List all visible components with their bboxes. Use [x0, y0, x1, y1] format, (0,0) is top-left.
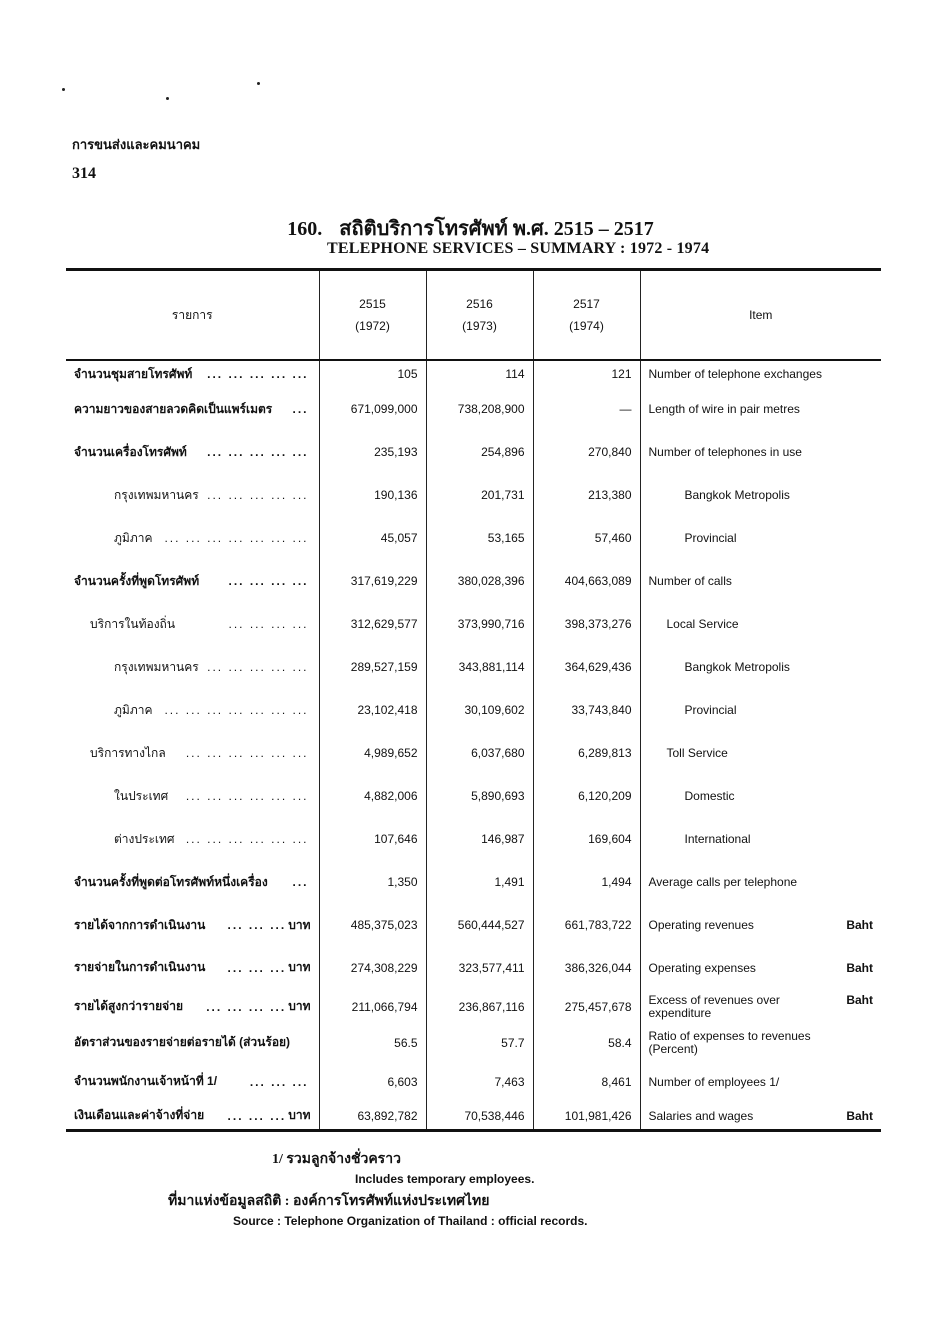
leader-dots: ... ... ... — [227, 1108, 287, 1123]
value-cell-year-2: 6,037,680 — [426, 732, 533, 775]
row-label-english — [640, 861, 881, 904]
table-row — [66, 646, 881, 689]
value-cell-year-2: 343,881,114 — [426, 646, 533, 689]
label-text: บริการทางไกล — [90, 745, 166, 760]
label-text: ภูมิภาค — [114, 530, 153, 545]
label-text-english: Local Service — [666, 617, 739, 631]
value-cell-year-3: 404,663,089 — [533, 560, 640, 603]
row-label-thai — [66, 360, 319, 388]
value-cell-year-3: 270,840 — [533, 431, 640, 474]
value-cell-year-2: 1,491 — [426, 861, 533, 904]
value-cell-year-3: 364,629,436 — [533, 646, 640, 689]
leader-dots: ... ... ... ... ... — [207, 660, 309, 674]
year-be: 2517 — [573, 296, 600, 311]
leader-dots: ... ... ... — [227, 918, 287, 932]
value-cell-year-2: 254,896 — [426, 431, 533, 474]
value-cell-year-2: 323,577,411 — [426, 947, 533, 989]
value-cell-year-1: 4,989,652 — [319, 732, 426, 775]
value-cell-year-3: 169,604 — [533, 818, 640, 861]
leader-dots: ... ... ... ... ... ... — [185, 746, 309, 760]
unit-thai: บาท — [288, 917, 311, 932]
table-row — [66, 689, 881, 732]
label-text-english: Number of employees 1/ — [648, 1074, 780, 1089]
year-be: 2515 — [359, 296, 386, 311]
label-text-english: Salaries and wages — [648, 1108, 754, 1123]
table-row — [66, 431, 881, 474]
value-cell-year-2: 70,538,446 — [426, 1103, 533, 1131]
leader-dots: ... ... ... ... ... ... ... — [164, 531, 309, 545]
unit-thai: บาท — [288, 960, 311, 974]
row-label-thai — [66, 560, 319, 603]
label-text-english: Bangkok Metropolis — [684, 660, 790, 674]
value-cell-year-1: 485,375,023 — [319, 904, 426, 947]
row-label-thai — [66, 989, 319, 1025]
table-row — [66, 904, 881, 947]
table-row — [66, 818, 881, 861]
row-label-english — [640, 732, 881, 775]
value-cell-year-1: 190,136 — [319, 474, 426, 517]
value-cell-year-3: 1,494 — [533, 861, 640, 904]
leader-dots: ... ... ... ... ... ... — [185, 789, 309, 803]
table-row — [66, 388, 881, 431]
row-label-thai — [66, 1061, 319, 1103]
value-cell-year-3: 398,373,276 — [533, 603, 640, 646]
row-label-english — [640, 431, 881, 474]
leader-dots: ... — [292, 875, 309, 889]
leader-dots: ... ... ... ... — [228, 617, 309, 631]
footnote-mark-text: 1/ — [272, 1152, 283, 1167]
row-label-thai — [66, 861, 319, 904]
row-label-english — [640, 904, 881, 947]
label-text-english: Excess of revenues over expenditure — [648, 992, 780, 1020]
col-year-1 — [319, 270, 426, 360]
label-text: จำนวนเครื่องโทรศัพท์ — [74, 444, 187, 459]
label-text-english: Toll Service — [666, 746, 728, 760]
value-cell-year-3: 8,461 — [533, 1061, 640, 1103]
label-text: อัตราส่วนของรายจ่ายต่อรายได้ (ส่วนร้อย) — [74, 1035, 291, 1049]
row-label-english — [640, 689, 881, 732]
row-label-english — [640, 603, 881, 646]
value-cell-year-1: 1,350 — [319, 861, 426, 904]
value-cell-year-3: 213,380 — [533, 474, 640, 517]
value-cell-year-1: 105 — [319, 360, 426, 388]
title-thai: สถิติบริการโทรศัพท์ พ.ศ. 2515 – 2517 — [339, 218, 654, 240]
leader-dots: ... ... ... — [227, 960, 287, 975]
row-label-english — [640, 775, 881, 818]
label-text: ต่างประเทศ — [114, 831, 175, 846]
table-header — [66, 270, 881, 360]
value-cell-year-3: 386,326,044 — [533, 947, 640, 989]
label-text-english: Bangkok Metropolis — [684, 488, 790, 502]
table-row — [66, 1061, 881, 1103]
col-item-thai: รายการ — [171, 307, 213, 322]
source-thai: ที่มาแห่งข้อมูลสถิติ : องค์การโทรศัพท์แห่งประเทศไทย — [168, 1194, 490, 1209]
value-cell-year-2: 146,987 — [426, 818, 533, 861]
value-cell-year-2: 30,109,602 — [426, 689, 533, 732]
row-label-thai — [66, 474, 319, 517]
col-year-3 — [533, 270, 640, 360]
title-english: TELEPHONE SERVICES – SUMMARY : 1972 - 1974 — [327, 240, 710, 257]
value-cell-year-1: 274,308,229 — [319, 947, 426, 989]
value-cell-year-3: 57,460 — [533, 517, 640, 560]
table-row — [66, 775, 881, 818]
row-label-english — [640, 646, 881, 689]
value-cell-year-2: 53,165 — [426, 517, 533, 560]
value-cell-year-2: 373,990,716 — [426, 603, 533, 646]
value-cell-year-3: 121 — [533, 360, 640, 388]
table-row — [66, 989, 881, 1025]
leader-dots: ... ... ... ... ... ... ... — [164, 703, 309, 717]
footnote-mark — [272, 1148, 401, 1170]
table-row — [66, 732, 881, 775]
value-cell-year-3: 101,981,426 — [533, 1103, 640, 1131]
label-text-english: Provincial — [684, 703, 737, 717]
value-cell-year-1: 211,066,794 — [319, 989, 426, 1025]
table-row — [66, 1103, 881, 1131]
value-cell-year-3: 6,289,813 — [533, 732, 640, 775]
label-text-english: Ratio of expenses to revenues (Percent) — [648, 1028, 811, 1056]
unit-english: Baht — [846, 918, 873, 932]
label-text-english: Number of telephone exchanges — [648, 367, 822, 381]
leader-dots: ... ... ... — [249, 1074, 309, 1089]
value-cell-year-2: 114 — [426, 360, 533, 388]
label-text-english: International — [684, 832, 751, 846]
value-cell-year-1: 23,102,418 — [319, 689, 426, 732]
row-label-english — [640, 1025, 881, 1061]
row-label-thai — [66, 775, 319, 818]
col-year-2 — [426, 270, 533, 360]
row-label-english — [640, 560, 881, 603]
leader-dots: ... ... ... ... — [206, 999, 287, 1014]
unit-english: Baht — [846, 960, 873, 975]
source-english: Source : Telephone Organization of Thailand : official records. — [233, 1214, 588, 1228]
unit-english: Baht — [846, 1108, 873, 1123]
label-text: รายได้สูงกว่ารายจ่าย — [74, 999, 183, 1013]
value-cell-year-2: 201,731 — [426, 474, 533, 517]
row-label-english — [640, 818, 881, 861]
row-label-thai — [66, 732, 319, 775]
table-row — [66, 517, 881, 560]
value-cell-year-3: 58.4 — [533, 1025, 640, 1061]
row-label-thai — [66, 388, 319, 431]
value-cell-year-2: 57.7 — [426, 1025, 533, 1061]
value-cell-year-1: 45,057 — [319, 517, 426, 560]
leader-dots: ... — [292, 402, 309, 416]
scan-speck — [62, 88, 65, 91]
page-number: 314 — [72, 165, 96, 182]
year-be: 2516 — [466, 296, 493, 311]
value-cell-year-3: 33,743,840 — [533, 689, 640, 732]
label-text-english: Provincial — [684, 531, 737, 545]
table-row — [66, 360, 881, 388]
row-label-thai — [66, 646, 319, 689]
value-cell-year-1: 317,619,229 — [319, 560, 426, 603]
value-cell-year-3: 661,783,722 — [533, 904, 640, 947]
year-ce: (1974) — [569, 318, 604, 333]
scan-speck — [257, 82, 260, 85]
table-row — [66, 474, 881, 517]
footnote-thai: รวมลูกจ้างชั่วคราว — [286, 1152, 401, 1167]
value-cell-year-1: 312,629,577 — [319, 603, 426, 646]
label-text: ความยาวของสายลวดคิดเป็นแพร์เมตร — [74, 401, 273, 416]
label-text-english: Operating revenues — [648, 918, 754, 932]
table-row — [66, 861, 881, 904]
table-row — [66, 603, 881, 646]
value-cell-year-3: — — [533, 388, 640, 431]
label-text: ในประเทศ — [114, 788, 169, 803]
row-label-thai — [66, 517, 319, 560]
label-text: เงินเดือนและค่าจ้างที่จ่าย — [74, 1108, 205, 1123]
row-label-english — [640, 947, 881, 989]
row-label-thai — [66, 818, 319, 861]
label-text-english: Domestic — [684, 789, 735, 803]
value-cell-year-2: 560,444,527 — [426, 904, 533, 947]
scan-speck — [166, 97, 169, 100]
row-label-english — [640, 474, 881, 517]
row-label-thai — [66, 947, 319, 989]
row-label-thai — [66, 1103, 319, 1131]
row-label-english — [640, 388, 881, 431]
label-text: ภูมิภาค — [114, 702, 153, 717]
value-cell-year-2: 380,028,396 — [426, 560, 533, 603]
year-ce: (1972) — [355, 318, 390, 333]
value-cell-year-1: 4,882,006 — [319, 775, 426, 818]
statistics-table — [66, 268, 881, 1132]
running-head: การขนส่งและคมนาคม — [72, 137, 201, 152]
label-text: จำนวนครั้งที่พูดโทรศัพท์ — [74, 573, 200, 588]
row-label-english — [640, 360, 881, 388]
label-text: จำนวนครั้งที่พูดต่อโทรศัพท์หนึ่งเครื่อง — [74, 874, 268, 889]
label-text: รายได้จากการดำเนินงาน — [74, 917, 206, 932]
label-text: จำนวนพนักงานเจ้าหน้าที่ 1/ — [74, 1074, 218, 1088]
value-cell-year-3: 6,120,209 — [533, 775, 640, 818]
label-text-english: Operating expenses — [648, 960, 756, 975]
row-label-english — [640, 1061, 881, 1103]
leader-dots: ... ... ... ... ... — [207, 445, 309, 459]
row-label-english — [640, 517, 881, 560]
table-body — [66, 360, 881, 1131]
label-text: กรุงเทพมหานคร — [114, 659, 199, 674]
row-label-english — [640, 989, 881, 1025]
value-cell-year-3: 275,457,678 — [533, 989, 640, 1025]
label-text-english: Number of telephones in use — [648, 445, 802, 459]
value-cell-year-2: 236,867,116 — [426, 989, 533, 1025]
value-cell-year-1: 671,099,000 — [319, 388, 426, 431]
row-label-thai — [66, 603, 319, 646]
value-cell-year-1: 289,527,159 — [319, 646, 426, 689]
label-text-english: Average calls per telephone — [648, 875, 798, 889]
row-label-thai — [66, 431, 319, 474]
table-row — [66, 947, 881, 989]
label-text-english: Number of calls — [648, 574, 732, 588]
col-item-english: Item — [640, 270, 881, 360]
value-cell-year-2: 7,463 — [426, 1061, 533, 1103]
row-label-thai — [66, 689, 319, 732]
value-cell-year-1: 107,646 — [319, 818, 426, 861]
value-cell-year-2: 5,890,693 — [426, 775, 533, 818]
label-text-english: Length of wire in pair metres — [648, 402, 800, 416]
table-number: 160. — [287, 218, 323, 240]
unit-thai: บาท — [288, 999, 311, 1013]
value-cell-year-1: 63,892,782 — [319, 1103, 426, 1131]
leader-dots: ... ... ... ... ... — [207, 367, 309, 381]
value-cell-year-1: 56.5 — [319, 1025, 426, 1061]
unit-thai: บาท — [288, 1108, 311, 1123]
label-text: บริการในท้องถิ่น — [90, 616, 176, 631]
leader-dots: ... ... ... ... ... — [207, 488, 309, 502]
table-row — [66, 1025, 881, 1061]
label-text: กรุงเทพมหานคร — [114, 487, 199, 502]
value-cell-year-2: 738,208,900 — [426, 388, 533, 431]
value-cell-year-1: 235,193 — [319, 431, 426, 474]
unit-english: Baht — [846, 992, 873, 1007]
table-row — [66, 560, 881, 603]
label-text: จำนวนชุมสายโทรศัพท์ — [74, 366, 193, 381]
label-text: รายจ่ายในการดำเนินงาน — [74, 960, 206, 974]
value-cell-year-1: 6,603 — [319, 1061, 426, 1103]
leader-dots: ... ... ... ... — [228, 574, 309, 588]
leader-dots: ... ... ... ... ... ... — [185, 832, 309, 846]
row-label-english — [640, 1103, 881, 1131]
row-label-thai — [66, 1025, 319, 1061]
footnote-english: Includes temporary employees. — [355, 1172, 535, 1186]
year-ce: (1973) — [462, 318, 497, 333]
row-label-thai — [66, 904, 319, 947]
